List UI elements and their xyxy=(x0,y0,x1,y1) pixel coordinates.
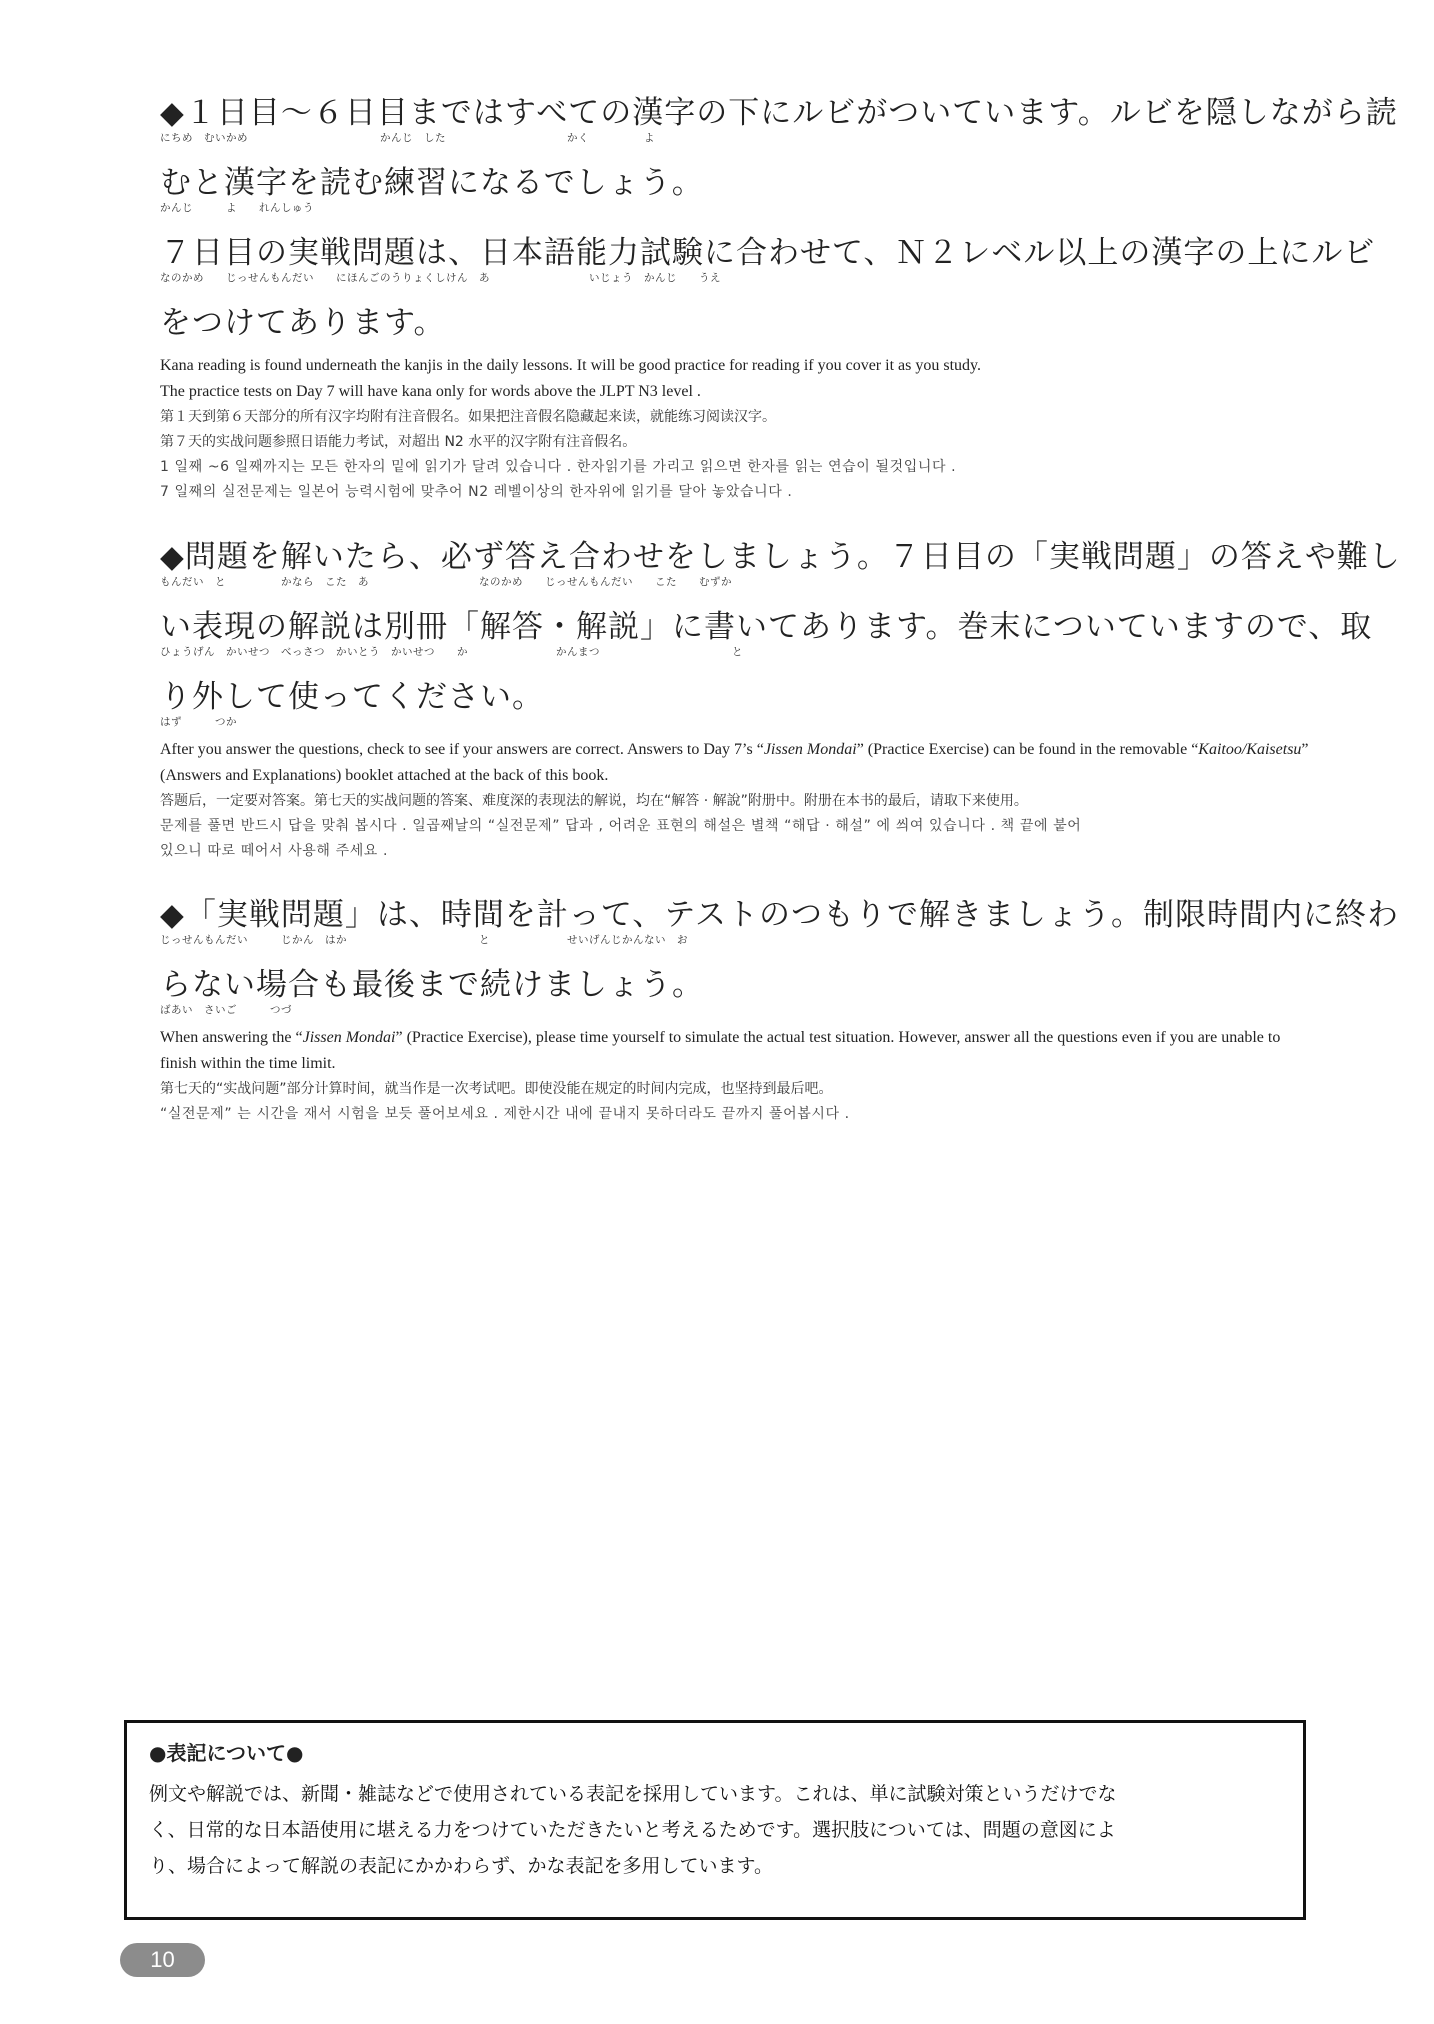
korean-line: “실전문제” 는 시간을 재서 시험을 보듯 풀어보세요 . 제한시간 내에 끝내지 못하더라도 끝까지 풀어봅시다 . xyxy=(160,1106,850,1122)
page-number-badge: 10 xyxy=(120,1943,205,1977)
korean-line: 7 일째의 실전문제는 일본어 능력시험에 맞추어 N2 레벨이상의 한자위에 읽기를 달아 놓았습니다 . xyxy=(160,484,793,500)
jp-line: ◆問題を解いたら、必ず答え合わせをしましょう。７日目の「実戦問題」の答えや難し xyxy=(160,539,1401,575)
jp-line: り外して使ってください。 xyxy=(160,679,544,715)
chinese-line: 答题后，一定要对答案。第七天的实战问题的答案、难度深的表现法的解说，均在“解答 · 解說”附册中。附册在本书的最后，请取下来使用。 xyxy=(160,793,1028,809)
japanese-text xyxy=(120,897,1399,1019)
ruby-line: かんじ よ れんしゅう xyxy=(160,202,314,214)
instruction-section-2 xyxy=(120,539,1401,864)
english-line: Kana reading is found underneath the kanjis in the daily lessons. It will be good practice for reading if you cover it as you study. xyxy=(160,357,981,374)
ruby-line: じっせんもんだい じかん はか と せいげんじかんない お xyxy=(160,934,688,946)
korean-line: 문제를 풀면 반드시 답을 맞춰 봅시다 . 일곱째날의 “실전문제” 답과 , 어려운 표현의 해설은 별책 “해답 · 해설” 에 씌여 있습니다 . 책 끝에 붙어 xyxy=(160,818,1082,834)
ruby-line: にちめ むいかめ かんじ した かく よ xyxy=(160,132,655,144)
notice-title: ●表記について● xyxy=(149,1741,304,1765)
jp-line: らない場合も最後まで続けましょう。 xyxy=(160,967,704,1003)
english-line: The practice tests on Day 7 will have kana only for words above the JLPT N3 level . xyxy=(160,383,701,400)
chinese-line: 第１天到第６天部分的所有汉字均附有注音假名。如果把注音假名隐藏起来读，就能练习阅读汉字。 xyxy=(160,409,776,425)
instruction-section-3 xyxy=(120,897,1399,1127)
instruction-section-1 xyxy=(120,95,1398,505)
english-paragraph: After you answer the questions, check to see if your answers are correct. Answers to Day 7’s “Jissen Mondai” (Practice Exercise) can be found in the removable “Kaitoo/Kaisetsu” (Answers and Explanations) booklet attached at the back of this book. xyxy=(160,741,1309,784)
jp-line: い表現の解説は別冊「解答・解説」に書いてあります。巻末についていますので、取 xyxy=(160,609,1373,645)
ruby-line: もんだい と かなら こた あ なのかめ じっせんもんだい こた むずか xyxy=(160,576,732,588)
notice-line: 例文や解説では、新聞・雑誌などで使用されている表記を採用しています。これは、単に試験対策というだけでな xyxy=(149,1783,1117,1805)
notation-notice-box xyxy=(124,1720,1306,1920)
japanese-text xyxy=(120,95,1398,341)
ruby-line: はず つか xyxy=(160,716,237,728)
english-paragraph: When answering the “Jissen Mondai” (Practice Exercise), please time yourself to simulate the actual test situation. However, answer all the questions even if you are unable to finish within the time limit. xyxy=(160,1029,1281,1072)
jp-line: むと漢字を読む練習になるでしょう。 xyxy=(160,165,704,201)
korean-line: 있으니 따로 떼어서 사용해 주세요 . xyxy=(160,843,389,859)
translations xyxy=(160,737,1310,864)
jp-line: ７日目の実戦問題は、日本語能力試験に合わせて、Ｎ２レベル以上の漢字の上にルビ xyxy=(160,235,1376,271)
notice-body xyxy=(149,1776,1281,1884)
japanese-text xyxy=(120,539,1401,731)
translations xyxy=(160,353,1310,505)
korean-line: 1 일째 ~6 일째까지는 모든 한자의 밑에 읽기가 달려 있습니다 . 한자읽기를 가리고 읽으면 한자를 읽는 연습이 될것입니다 . xyxy=(160,459,957,475)
ruby-line: なのかめ じっせんもんだい にほんごのうりょくしけん あ いじょう かんじ うえ xyxy=(160,272,721,284)
ruby-line: ひょうげん かいせつ べっさつ かいとう かいせつ か かんまつ と xyxy=(160,646,743,658)
jp-line: ◆「実戦問題」は、時間を計って、テストのつもりで解きましょう。制限時間内に終わ xyxy=(160,897,1399,933)
translations xyxy=(160,1025,1310,1127)
notice-line: く、日常的な日本語使用に堪える力をつけていただきたいと考えるためです。選択肢については、問題の意図によ xyxy=(149,1819,1116,1841)
jp-line: ◆１日目〜６日目まではすべての漢字の下にルビがついています。ルビを隠しながら読 xyxy=(160,95,1398,131)
notice-line: り、場合によって解説の表記にかかわらず、かな表記を多用しています。 xyxy=(149,1855,773,1877)
ruby-line: ばあい さいご つづ xyxy=(160,1004,292,1016)
chinese-line: 第７天的实战问题参照日语能力考试，对超出 N2 水平的汉字附有注音假名。 xyxy=(160,434,637,450)
jp-line: をつけてあります。 xyxy=(160,305,446,341)
chinese-line: 第七天的“实战问题”部分计算时间，就当作是一次考试吧。即使没能在规定的时间内完成，也坚持到最后吧。 xyxy=(160,1081,833,1097)
